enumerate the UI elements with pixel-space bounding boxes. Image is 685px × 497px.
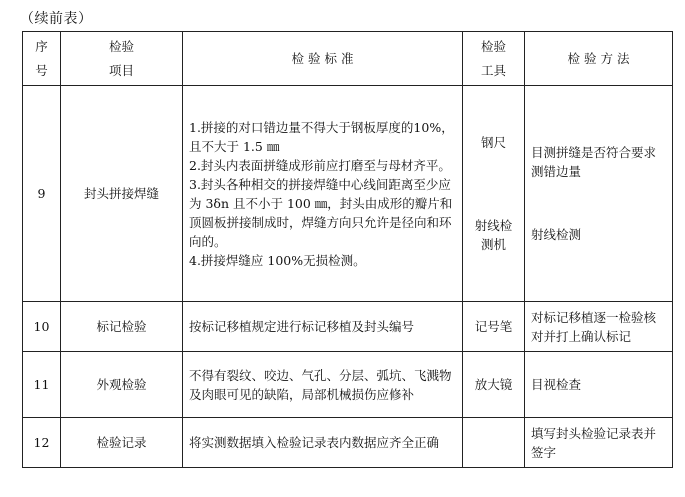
header-method: 检 验 方 法 (525, 32, 673, 86)
header-tool: 检验 工具 (463, 32, 525, 86)
header-row (23, 32, 673, 86)
header-seq: 序 号 (23, 32, 61, 86)
table-row (23, 352, 673, 418)
header-item: 检验 项目 (61, 32, 183, 86)
row-seq: 12 (23, 418, 61, 468)
row-item: 标记检验 (61, 302, 183, 352)
standard-line: 1.拼接的对口错边量不得大于钢板厚度的10%，且不大于 1.5 ㎜ (189, 119, 454, 154)
row-method: 填写封头检验记录表并签字 (525, 418, 673, 468)
inspection-table (22, 31, 673, 468)
standard-line: 2.封头内表面拼缝成形前应打磨至与母材齐平。 (189, 157, 451, 173)
row-tool: 钢尺 射线检测机 (463, 86, 525, 302)
table-row (23, 302, 673, 352)
row-method: 对标记移植逐一检验核对并打上确认标记 (525, 302, 673, 352)
row-item: 封头拼接焊缝 (61, 86, 183, 302)
row-item: 外观检验 (61, 352, 183, 418)
row-tool (463, 418, 525, 468)
table-row (23, 86, 673, 302)
row-tool: 记号笔 (463, 302, 525, 352)
row-item: 检验记录 (61, 418, 183, 468)
row-seq: 10 (23, 302, 61, 352)
table-caption: （续前表） (20, 11, 93, 27)
row-standard (183, 86, 463, 302)
row-standard: 按标记移植规定进行标记移植及封头编号 (183, 302, 463, 352)
row-seq: 9 (23, 86, 61, 302)
row-standard: 将实测数据填入检验记录表内数据应齐全正确 (183, 418, 463, 468)
row-method: 目视检查 (525, 352, 673, 418)
header-standard: 检 验 标 准 (183, 32, 463, 86)
row-tool: 放大镜 (463, 352, 525, 418)
standard-line: 3.封头各种相交的拼接焊缝中心线间距离至少应为 3δn 且不小于 100 ㎜，封头由成形的瓣片和顶圆板拼接制成时，焊缝方向只允许是径向和环向的。 (189, 176, 453, 249)
row-standard: 不得有裂纹、咬边、气孔、分层、弧坑、飞溅物及肉眼可见的缺陷，局部机械损伤应修补 (183, 352, 463, 418)
standard-line: 4.拼接焊缝应 100%无损检测。 (189, 252, 366, 268)
row-method: 目测拼缝是否符合要求测错边量 射线检测 (525, 86, 673, 302)
row-seq: 11 (23, 352, 61, 418)
table-row (23, 418, 673, 468)
